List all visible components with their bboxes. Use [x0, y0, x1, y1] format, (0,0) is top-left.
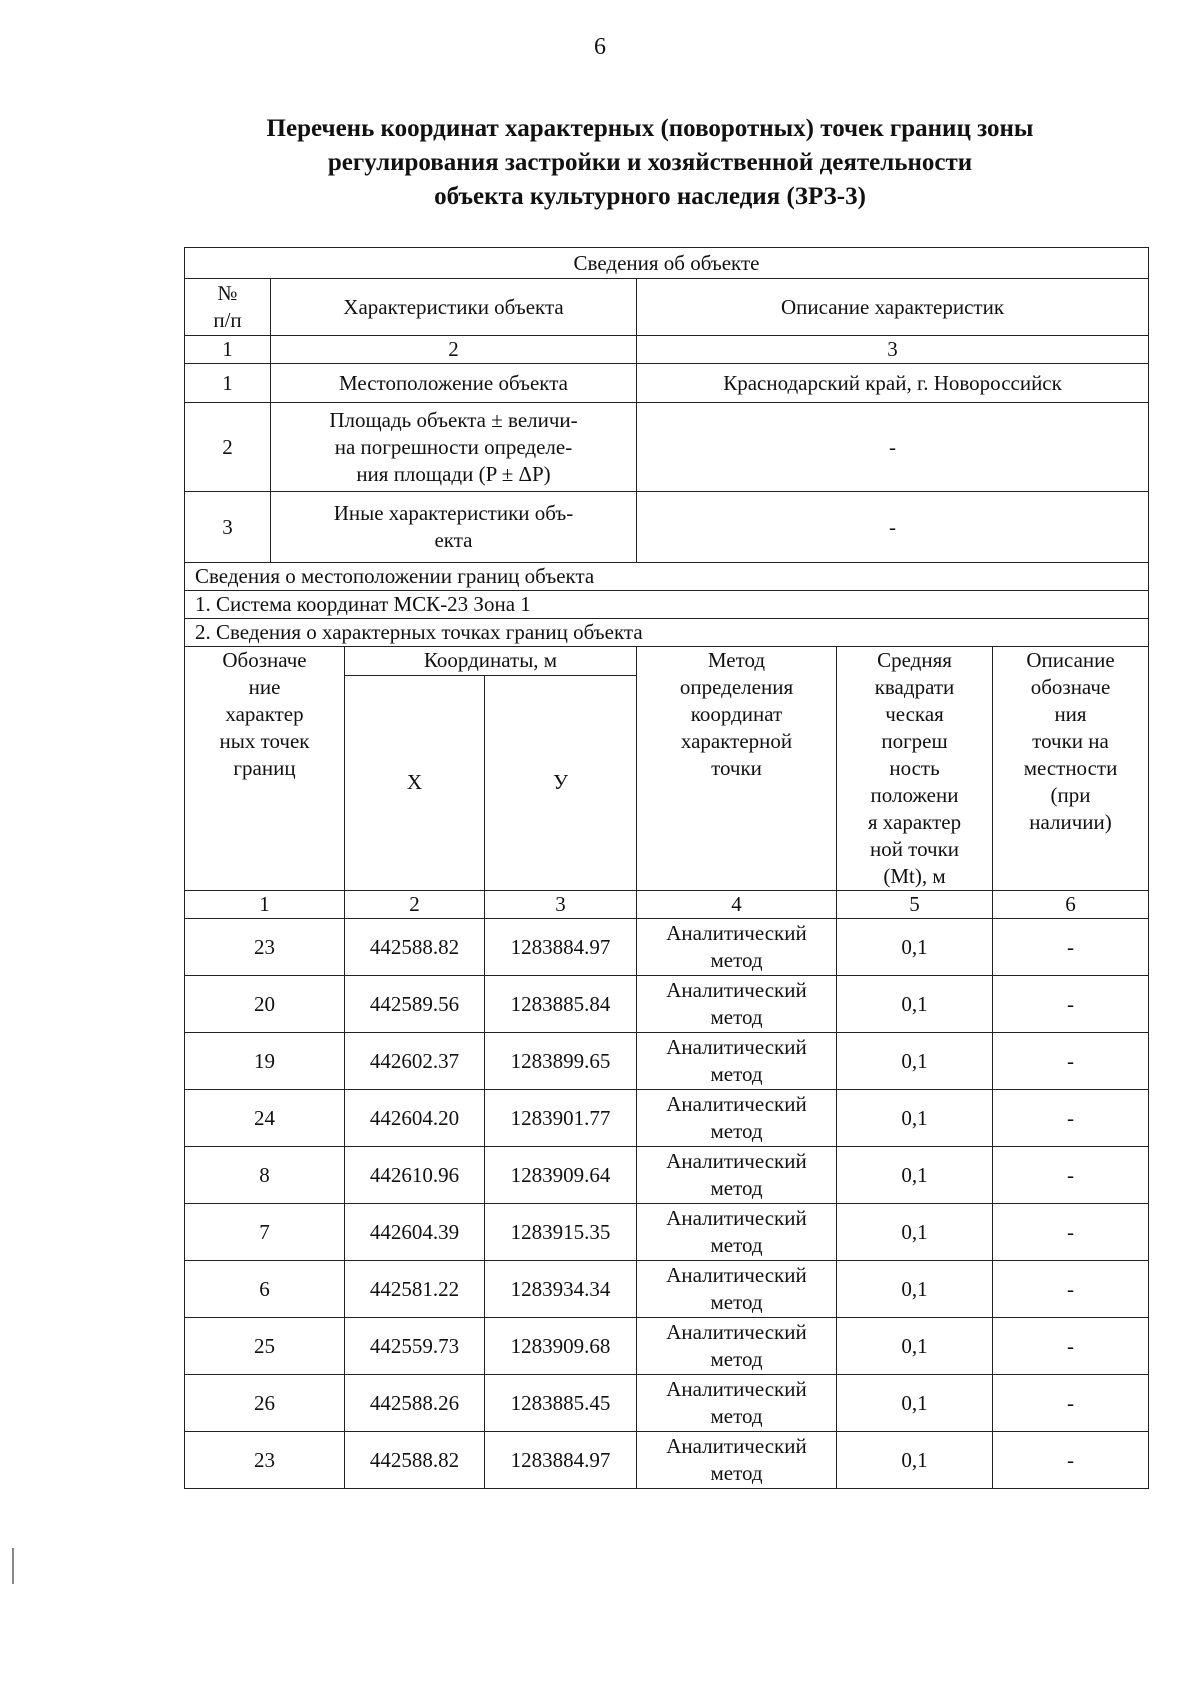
point-location: - — [993, 1432, 1149, 1489]
coordinates-table — [184, 247, 1149, 1489]
point-x: 442559.73 — [345, 1318, 485, 1375]
point-id: 23 — [185, 1432, 345, 1489]
point-error: 0,1 — [837, 1318, 993, 1375]
point-x: 442610.96 — [345, 1147, 485, 1204]
table-row — [185, 1318, 1149, 1375]
point-method: Аналитический метод — [637, 1261, 837, 1318]
table-row — [185, 1261, 1149, 1318]
point-location: - — [993, 1090, 1149, 1147]
point-x: 442604.20 — [345, 1090, 485, 1147]
point-location: - — [993, 1147, 1149, 1204]
title-line: Перечень координат характерных (поворотных) точек границ зоны — [266, 115, 1034, 142]
point-y: 1283884.97 — [485, 919, 637, 976]
point-y: 1283909.68 — [485, 1318, 637, 1375]
object-row-num: 2 — [185, 403, 271, 492]
header-method: Метод определения координат характерной точки — [637, 647, 837, 891]
point-y: 1283899.65 — [485, 1033, 637, 1090]
points-body — [185, 919, 1149, 1489]
point-method: Аналитический метод — [637, 1090, 837, 1147]
point-y: 1283934.34 — [485, 1261, 637, 1318]
table-row — [185, 1204, 1149, 1261]
object-row-description: - — [637, 403, 1149, 492]
header-characteristic: Характеристики объекта — [271, 279, 637, 336]
point-id: 19 — [185, 1033, 345, 1090]
index-cell: 1 — [185, 336, 271, 364]
title-line: объекта культурного наследия (ЗРЗ-3) — [434, 183, 866, 210]
index-cell: 6 — [993, 891, 1149, 919]
header-location: Описание обозначе ния точки на местности (при наличии) — [993, 647, 1149, 891]
table-row — [185, 1375, 1149, 1432]
point-x: 442588.82 — [345, 1432, 485, 1489]
point-error: 0,1 — [837, 1375, 993, 1432]
object-info-section-title: Сведения об объекте — [185, 248, 1149, 279]
point-x: 442604.39 — [345, 1204, 485, 1261]
point-id: 26 — [185, 1375, 345, 1432]
point-error: 0,1 — [837, 1261, 993, 1318]
index-cell: 2 — [271, 336, 637, 364]
points-section-title: 2. Сведения о характерных точках границ объекта — [185, 619, 1149, 647]
document-title — [150, 112, 1150, 214]
table-row — [185, 976, 1149, 1033]
title-line: регулирования застройки и хозяйственной деятельности — [327, 149, 973, 176]
header-num: № п/п — [185, 279, 271, 336]
header-x: X — [345, 675, 485, 890]
point-error: 0,1 — [837, 1204, 993, 1261]
index-cell: 2 — [345, 891, 485, 919]
point-method: Аналитический метод — [637, 1318, 837, 1375]
table-row — [185, 1090, 1149, 1147]
table-row — [185, 1033, 1149, 1090]
point-location: - — [993, 1033, 1149, 1090]
object-row-description: - — [637, 492, 1149, 563]
point-x: 442588.26 — [345, 1375, 485, 1432]
point-y: 1283901.77 — [485, 1090, 637, 1147]
point-method: Аналитический метод — [637, 1204, 837, 1261]
header-y: У — [485, 675, 637, 890]
point-location: - — [993, 1318, 1149, 1375]
index-cell: 3 — [485, 891, 637, 919]
point-id: 7 — [185, 1204, 345, 1261]
point-error: 0,1 — [837, 1090, 993, 1147]
object-row-num: 3 — [185, 492, 271, 563]
margin-mark — [12, 1548, 14, 1584]
point-method: Аналитический метод — [637, 1432, 837, 1489]
point-location: - — [993, 1375, 1149, 1432]
point-method: Аналитический метод — [637, 976, 837, 1033]
point-id: 8 — [185, 1147, 345, 1204]
point-error: 0,1 — [837, 976, 993, 1033]
index-cell: 3 — [637, 336, 1149, 364]
point-location: - — [993, 919, 1149, 976]
point-method: Аналитический метод — [637, 919, 837, 976]
object-row-characteristic: Площадь объекта ± величи- на погрешности определе- ния площади (P ± ΔP) — [271, 403, 637, 492]
page-number: 6 — [594, 34, 606, 60]
point-y: 1283884.97 — [485, 1432, 637, 1489]
header-error: Средняя квадрати ческая погреш ность положени я характер ной точки (Mt), м — [837, 647, 993, 891]
point-id: 25 — [185, 1318, 345, 1375]
boundaries-section-title: Сведения о местоположении границ объекта — [185, 563, 1149, 591]
object-row-num: 1 — [185, 364, 271, 403]
table-row — [185, 919, 1149, 976]
table-row — [185, 1432, 1149, 1489]
point-location: - — [993, 976, 1149, 1033]
point-y: 1283915.35 — [485, 1204, 637, 1261]
point-id: 6 — [185, 1261, 345, 1318]
point-y: 1283885.45 — [485, 1375, 637, 1432]
point-location: - — [993, 1261, 1149, 1318]
point-x: 442602.37 — [345, 1033, 485, 1090]
point-id: 24 — [185, 1090, 345, 1147]
point-method: Аналитический метод — [637, 1375, 837, 1432]
point-x: 442588.82 — [345, 919, 485, 976]
point-id: 20 — [185, 976, 345, 1033]
index-cell: 1 — [185, 891, 345, 919]
index-cell: 5 — [837, 891, 993, 919]
point-location: - — [993, 1204, 1149, 1261]
point-id: 23 — [185, 919, 345, 976]
object-row-description: Краснодарский край, г. Новороссийск — [637, 364, 1149, 403]
point-method: Аналитический метод — [637, 1033, 837, 1090]
point-y: 1283885.84 — [485, 976, 637, 1033]
object-row-characteristic: Местоположение объекта — [271, 364, 637, 403]
point-method: Аналитический метод — [637, 1147, 837, 1204]
point-error: 0,1 — [837, 919, 993, 976]
header-description: Описание характеристик — [637, 279, 1149, 336]
point-y: 1283909.64 — [485, 1147, 637, 1204]
header-designation: Обозначе ние характер ных точек границ — [185, 647, 345, 891]
point-x: 442589.56 — [345, 976, 485, 1033]
header-coordinates: Координаты, м — [345, 647, 637, 676]
point-error: 0,1 — [837, 1033, 993, 1090]
object-row-characteristic: Иные характеристики объ- екта — [271, 492, 637, 563]
table-row — [185, 1147, 1149, 1204]
point-x: 442581.22 — [345, 1261, 485, 1318]
point-error: 0,1 — [837, 1147, 993, 1204]
point-error: 0,1 — [837, 1432, 993, 1489]
coordinate-system: 1. Система координат МСК-23 Зона 1 — [185, 591, 1149, 619]
index-cell: 4 — [637, 891, 837, 919]
